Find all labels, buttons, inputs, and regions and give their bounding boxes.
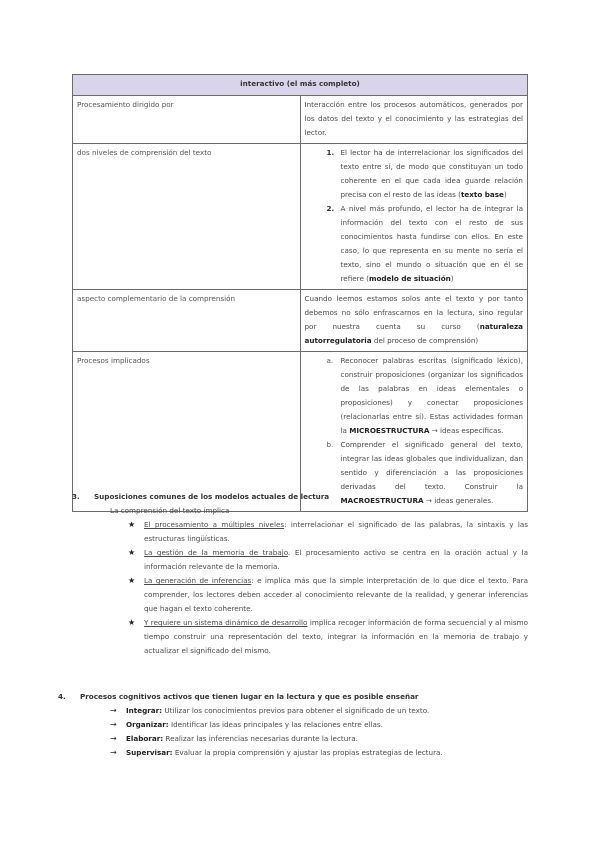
item-text-end: → ideas generales. (423, 496, 494, 505)
item-text: Evaluar la propia comprensión y ajustar las propias estrategias de lectura. (172, 748, 443, 757)
item-keyword: Supervisar: (126, 748, 173, 757)
row-label: dos niveles de comprensión del texto (73, 144, 301, 290)
item-underlined: La gestión de la memoria de trabajo (144, 548, 289, 557)
arrow-right-icon: → (110, 706, 117, 715)
star-icon: ★ (128, 618, 136, 627)
item-keyword: MICROESTRUCTURA (349, 426, 430, 435)
row-label: Procesamiento dirigido por (73, 96, 301, 144)
list-item (54, 732, 528, 746)
table-row (73, 144, 528, 290)
item-text: A nivel más profundo, el lector ha de integrar la información del texto con el resto de sus conocimientos hasta fundirse con ellos. En este caso, lo que representa en su mente no sería el texto, sino el mundo o situación que en él se refiere ( (340, 204, 523, 283)
arrow-right-icon: → (110, 748, 117, 757)
arrow-right-icon: → (110, 734, 117, 743)
row-content (300, 352, 528, 512)
item-text: Comprender el significado general del texto, integrar las ideas globales que individualizan, dan sentido y diferenciación a las proposiciones derivadas del texto. Construir la (340, 440, 523, 491)
list-item (305, 202, 524, 286)
section-number: 4. (58, 692, 66, 701)
section-intro: La comprensión del texto implica (110, 506, 230, 515)
list-marker: a. (326, 356, 334, 365)
row-keyword: naturaleza autorregulatoria (304, 322, 523, 345)
item-text: . El procesamiento activo se centra en la oración actual y la información relevante de la memoria. (144, 548, 528, 571)
list-marker: 2. (326, 204, 335, 213)
item-keyword: Elaborar: (126, 734, 164, 743)
item-underlined: La generación de inferencias (144, 576, 252, 585)
list-item (305, 354, 524, 438)
list-item (72, 616, 528, 658)
item-underlined: El procesamiento a múltiples niveles (144, 520, 285, 529)
item-text: Identificar las ideas principales y las relaciones entre ellas. (168, 720, 383, 729)
row-label: aspecto complementario de la comprensión (73, 290, 301, 352)
item-text-end: → ideas específicas. (429, 426, 504, 435)
section-title (72, 490, 528, 504)
row-text: Interacción entre los procesos automáticos, generados por los datos del texto y el conocimiento y las estrategias del lector. (300, 96, 528, 144)
item-text-end: ) (503, 190, 507, 199)
table-row (73, 96, 528, 144)
table-row (73, 290, 528, 352)
item-text: Reconocer palabras escritas (significado léxico), construir proposiciones (organizar los significados de las palabras en ideas elementales o proposiciones) y conectar proposiciones (relacionarlas entre sí). Estas actividades forman la (340, 356, 523, 435)
list-marker: 1. (326, 148, 335, 157)
star-icon: ★ (128, 548, 136, 557)
list-item (54, 704, 528, 718)
row-content (300, 290, 528, 352)
item-text-end: ) (450, 274, 454, 283)
item-keyword: Integrar: (126, 706, 163, 715)
section-4 (58, 690, 528, 760)
list-item (72, 546, 528, 574)
table-row (73, 352, 528, 512)
list-item (54, 746, 528, 760)
arrow-list (54, 704, 528, 760)
list-item (72, 518, 528, 546)
list-marker: b. (326, 440, 334, 449)
table-header: interactivo (el más completo) (73, 75, 528, 96)
section-title-text: Suposiciones comunes de los modelos actuales de lectura (94, 492, 330, 501)
section-title-text: Procesos cognitivos activos que tienen lugar en la lectura y que es posible enseñar (80, 692, 419, 701)
item-keyword: Organizar: (126, 720, 169, 729)
star-list (72, 518, 528, 658)
list-item (54, 718, 528, 732)
row-text: Cuando leemos estamos solos ante el texto y por tanto debemos no sólo enfrascarnos en la lectura, sino regular por nuestra cuenta su curso ( (304, 294, 523, 331)
item-keyword: texto base (460, 190, 504, 199)
list-item (305, 146, 524, 202)
star-icon: ★ (128, 576, 136, 585)
comparison-table (72, 74, 528, 512)
item-text: Utilizar los conocimientos previos para obtener el significado de un texto. (162, 706, 430, 715)
arrow-right-icon: → (110, 720, 117, 729)
section-title (58, 690, 528, 704)
section-number: 3. (72, 492, 80, 501)
item-text: El lector ha de interrelacionar los significados del texto entre sí, de modo que constituyan un todo coherente en el que cada idea guarde relación precisa con el resto de las ideas ( (340, 148, 523, 199)
item-text: : interrelacionar el significado de las palabras, la sintaxis y las estructuras lingüísticas. (144, 520, 528, 543)
item-underlined: Y requiere un sistema dinámico de desarrollo (144, 618, 308, 627)
row-text-end: del proceso de comprensión) (371, 336, 479, 345)
row-content (300, 144, 528, 290)
list-item (72, 574, 528, 616)
item-text: Realizar las inferencias necesarias durante la lectura. (163, 734, 358, 743)
section-3 (72, 490, 528, 658)
row-label: Procesos implicados (73, 352, 301, 512)
item-keyword: MACROESTRUCTURA (340, 496, 424, 505)
star-icon: ★ (128, 520, 136, 529)
item-keyword: modelo de situación (368, 274, 451, 283)
item-text: implica recoger información de forma secuencial y al mismo tiempo construir una representación del texto, integrar la información en la memoria de trabajo y actualizar el significado del mismo. (144, 618, 529, 655)
item-text: : e implica más que la simple interpretación de lo que dice el texto. Para comprender, los lectores deben acceder al conocimiento relevante de la realidad, y generar inferencias que hagan el texto coherente. (144, 576, 528, 613)
